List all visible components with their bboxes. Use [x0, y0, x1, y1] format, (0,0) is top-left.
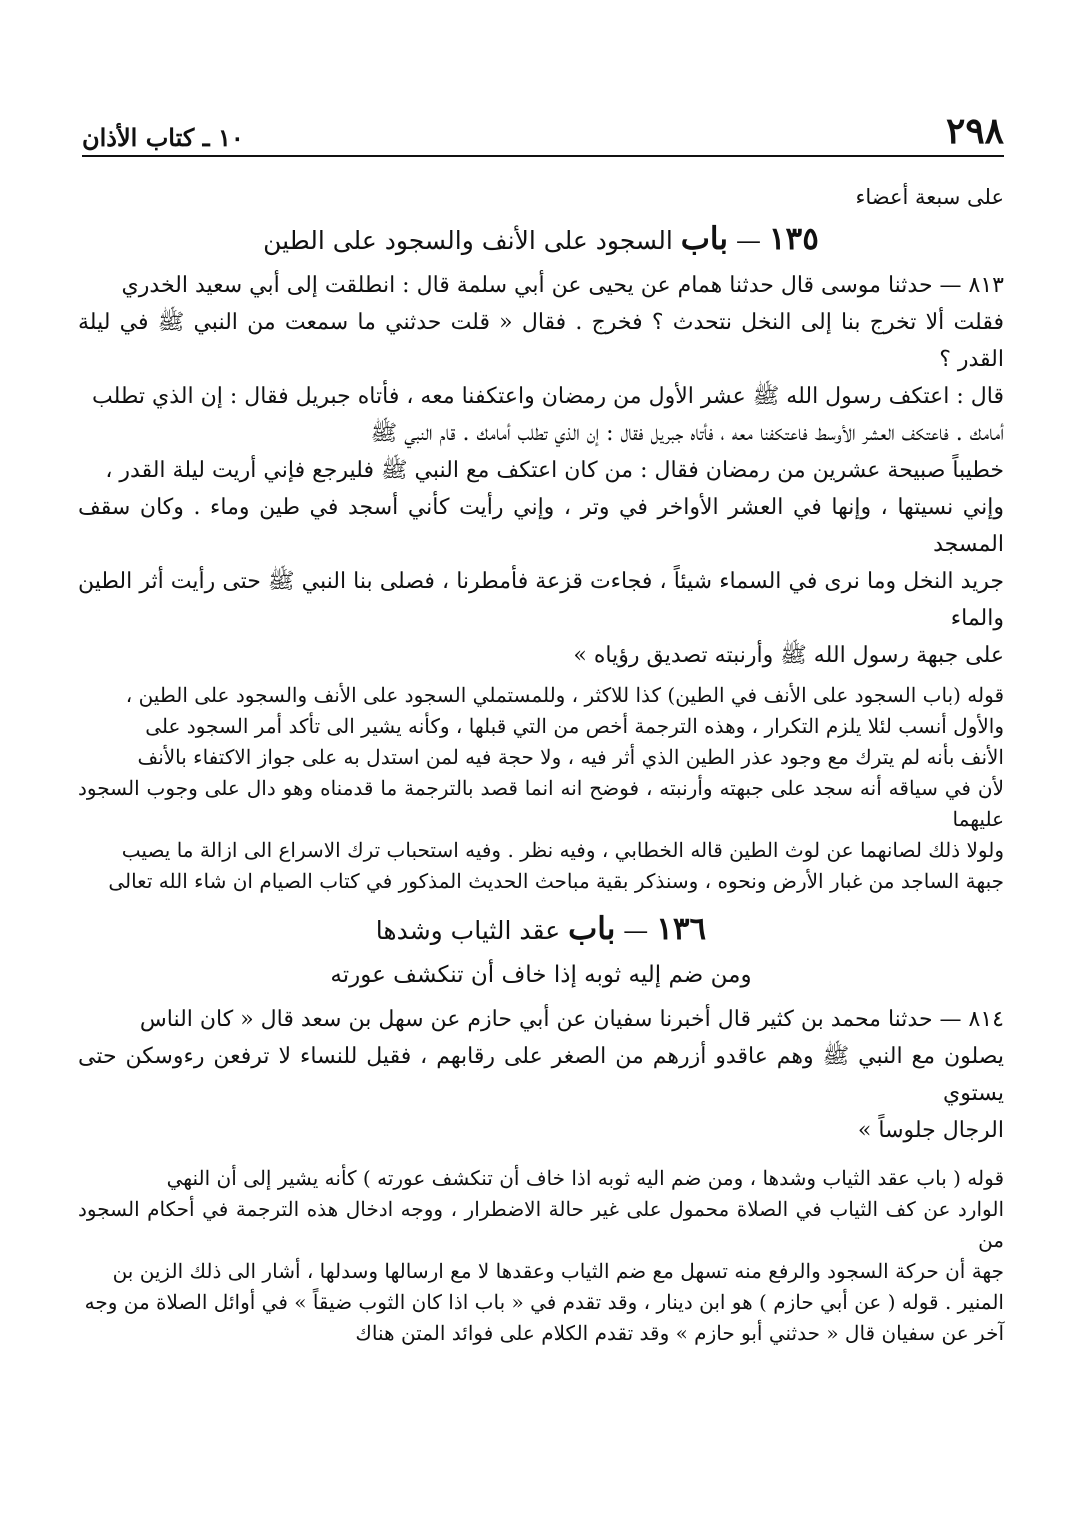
commentary-line: قوله (باب السجود على الأنف في الطين) كذا للاكثر ، وللمستملي السجود على الأنف والسجود على الطين ، — [125, 683, 1004, 707]
intro-line: على سبعة أعضاء — [855, 185, 1004, 209]
hadith-line: أمامك . فاعتكف العشر الأوسط فاعتكفنا معه ، فأتاه جبريل فقال : إن الذي تطلب أمامك . قام النبي ﷺ — [370, 421, 1004, 446]
header-divider — [82, 155, 1004, 157]
commentary-line: والأول أنسب لئلا يلزم التكرار ، وهذه الترجمة أخص من التي قبلها ، وكأنه يشير الى تأكد أمر السجود على — [145, 714, 1004, 738]
commentary-line: آخر عن سفيان قال « حدثني أبو حازم » وقد تقدم الكلام على فوائد المتن هناك — [355, 1321, 1004, 1345]
commentary-line: جهة أن حركة السجود والرفع منه تسهل مع ضم الثياب وعقدها لا مع ارسالها وسدلها ، أشار الى ذلك الزين بن — [112, 1259, 1004, 1283]
hadith-line: على جبهة رسول الله ﷺ وأرنبته تصديق رؤياه » — [573, 643, 1004, 668]
commentary-line: ولولا ذلك لصانهما عن لوث الطين قاله الخطابي ، وفيه نظر . وفيه استحباب ترك الاسراع الى ازالة ما يصيب — [121, 838, 1004, 862]
chapter-number: ١٣٥ — [768, 221, 819, 257]
hadith-814 — [78, 1001, 1004, 1149]
hadith-line: يصلون مع النبي ﷺ وهم عاقدو أزرهم من الصغر على رقابهم ، فقيل للنساء لا ترفعن رءوسكن حتى يستوي — [78, 1044, 1004, 1106]
hadith-line: فقلت ألا تخرج بنا إلى النخل نتحدث ؟ فخرج . فقال « قلت حدثني ما سمعت من النبي ﷺ في ليلة القدر ؟ — [78, 310, 1004, 372]
hadith-line: الرجال جلوساً » — [857, 1118, 1004, 1143]
commentary-line: المنير . قوله ( عن أبي حازم ) هو ابن دينار ، وقد تقدم في « باب اذا كان الثوب ضيقاً » في أوائل الصلاة من وجه — [84, 1290, 1004, 1314]
chapter-title: السجود على الأنف والسجود على الطين — [263, 226, 673, 255]
hadith-line: قال : اعتكف رسول الله ﷺ عشر الأول من رمضان واعتكفنا معه ، فأتاه جبريل فقال : إن الذي تطلب — [91, 384, 1004, 409]
chapter-heading-136: ١٣٦ — باب عقد الثياب وشدها — [375, 911, 707, 947]
commentary-line: قوله ( باب عقد الثياب وشدها ، ومن ضم اليه ثوبه اذا خاف أن تنكشف عورته ) كأنه يشير إلى أن النهي — [166, 1166, 1004, 1190]
hadith-line: ٨١٣ — حدثنا موسى قال حدثنا همام عن يحيى عن أبي سلمة قال : انطلقت إلى أبي سعيد الخدري — [121, 273, 1004, 298]
commentary-136 — [78, 1163, 1004, 1349]
commentary-line: جبهة الساجد من غبار الأرض ونحوه ، وسنذكر بقية مباحث الحديث المذكور في كتاب الصيام ان شاء الله تعالى — [108, 869, 1004, 893]
chapter-heading-135: ١٣٥ — باب السجود على الأنف والسجود على الطين — [263, 221, 819, 257]
hadith-line: خطيباً صبيحة عشرين من رمضان فقال : من كان اعتكف مع النبي ﷺ فليرجع فإني أريت ليلة القدر ، — [105, 458, 1004, 483]
hadith-line: جريد النخل وما نرى في السماء شيئاً ، فجاءت قزعة فأمطرنا ، فصلى بنا النبي ﷺ حتى رأيت أثر الطين والماء — [78, 569, 1004, 631]
hadith-813 — [78, 267, 1004, 674]
commentary-line: الأنف بأنه لم يترك مع وجود عذر الطين الذي أثر فيه ، ولا حجة فيه لمن استدل به على جواز الاكتفاء بالأنف — [137, 745, 1004, 769]
commentary-135 — [78, 680, 1004, 897]
page-header — [82, 108, 1004, 152]
page-number: ٢٩٨ — [945, 110, 1004, 152]
chapter-number: ١٣٦ — [656, 911, 707, 947]
hadith-line: ٨١٤ — حدثنا محمد بن كثير قال أخبرنا سفيان عن أبي حازم عن سهل بن سعد قال « كان الناس — [139, 1007, 1004, 1032]
hadith-line: وإني نسيتها ، وإنها في العشر الأواخر في وتر ، وإني رأيت كأني أسجد في طين وماء . وكان سقف المسجد — [78, 495, 1004, 557]
chapter-title: عقد الثياب وشدها — [375, 916, 561, 945]
commentary-line: لأن في سياقه أنه سجد على جبهته وأرنبته ، فوضح انه انما قصد بالترجمة ما قدمناه وهو دال على وجوب السجود عليهما — [78, 776, 1004, 831]
page-body — [78, 182, 1004, 1349]
chapter-bab-label: باب — [568, 911, 616, 947]
book-title: ١٠ ـ كتاب الأذان — [82, 123, 244, 152]
chapter-bab-label: باب — [680, 221, 728, 257]
commentary-line: الوارد عن كف الثياب في الصلاة محمول على غير حالة الاضطرار ، ووجه ادخال هذه الترجمة في أحكام السجود من — [78, 1197, 1004, 1252]
chapter-subtitle: ومن ضم إليه ثوبه إذا خاف أن تنكشف عورته — [330, 962, 752, 988]
